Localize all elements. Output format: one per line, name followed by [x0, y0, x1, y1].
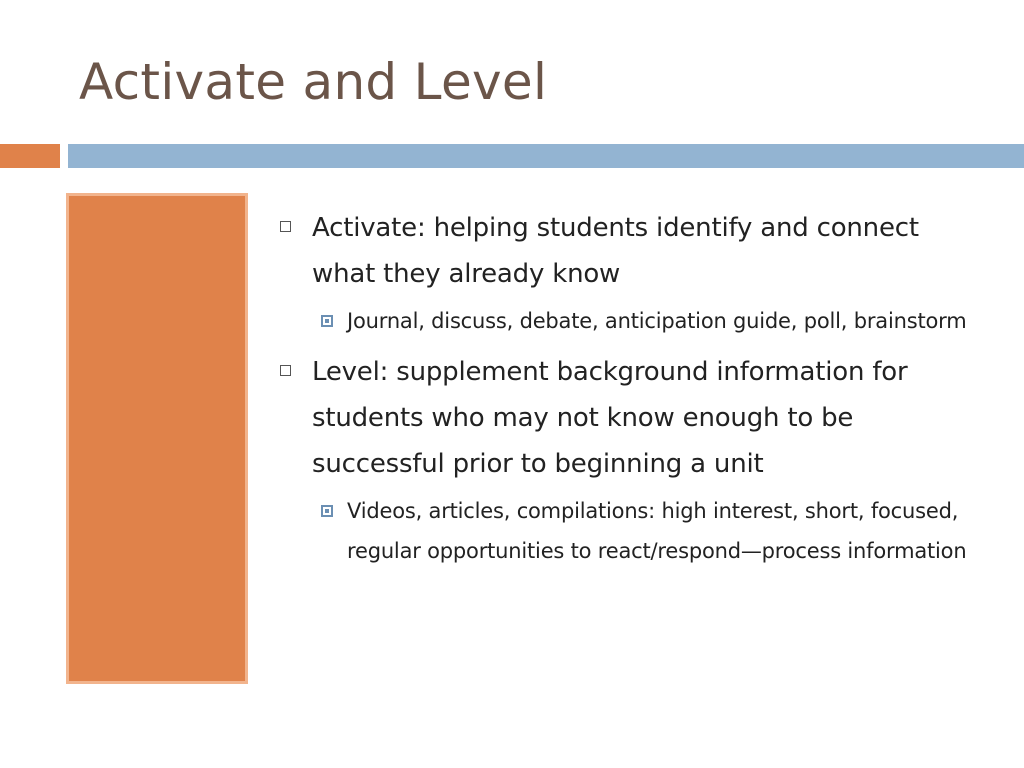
bullet-item-level	[278, 349, 978, 487]
bullet-list	[278, 205, 978, 571]
bullet-text: Level: supplement background information for students who may not know enough to be successful prior to beginning a unit	[312, 357, 908, 479]
header-accent-bar-orange	[0, 144, 60, 168]
square-bullet-icon	[280, 221, 291, 232]
header-accent-bar-blue	[68, 144, 1024, 168]
sub-bullet-item-activate-examples	[278, 301, 978, 341]
decorative-side-panel	[66, 193, 248, 684]
slide-title: Activate and Level	[79, 53, 548, 111]
filled-square-bullet-icon	[321, 315, 333, 327]
sub-bullet-text: Videos, articles, compilations: high interest, short, focused, regular opportunities to react/respond—process information	[347, 499, 967, 563]
sub-bullet-item-level-examples	[278, 491, 978, 571]
bullet-text: Activate: helping students identify and connect what they already know	[312, 213, 919, 289]
sub-bullet-text: Journal, discuss, debate, anticipation guide, poll, brainstorm	[347, 309, 967, 333]
bullet-item-activate	[278, 205, 978, 297]
square-bullet-icon	[280, 365, 291, 376]
filled-square-bullet-icon	[321, 505, 333, 517]
